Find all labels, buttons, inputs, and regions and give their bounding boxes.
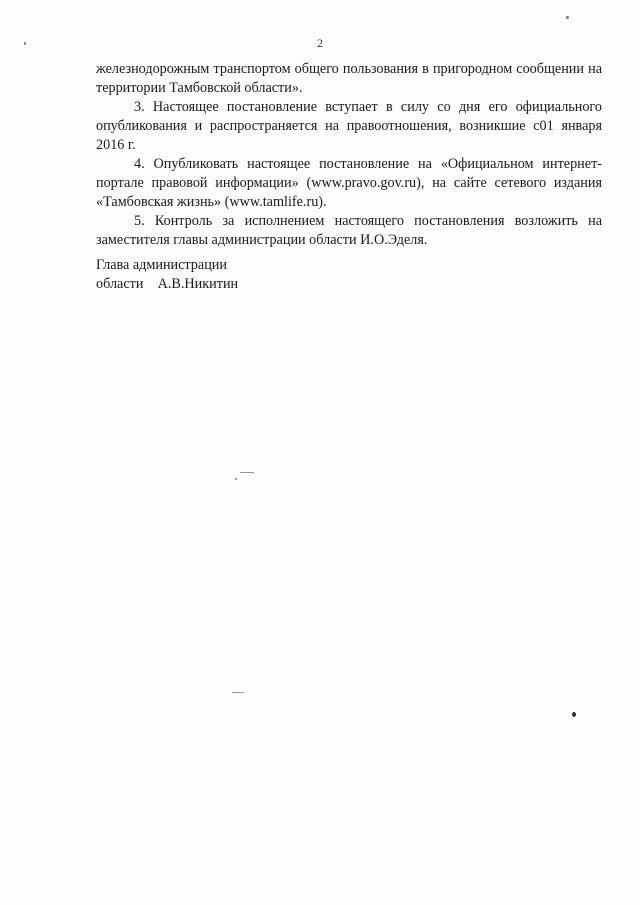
scan-speck [566,16,569,19]
signature-block [96,256,238,294]
signature-title: Глава администрации [96,257,227,273]
scan-mark [240,472,254,473]
paragraph-item-5: 5. Контроль за исполнением настоящего постановления возложить на заместителя главы администрации области И.О.Эделя. [96,213,602,248]
scan-speck [24,42,26,45]
paragraph-continuation: железнодорожным транспортом общего пользования в пригородном сообщении на территории Тамбовской области». [96,61,602,96]
page-number: 2 [317,36,323,50]
signature-name: области А.В.Никитин [96,276,239,292]
scan-speck [235,478,237,480]
paragraph-item-4: 4. Опубликовать настоящее постановление на «Официальном интернет-портале правовой информации» (www.pravo.gov.ru), на сайте сетевого издания «Тамбовская жизнь» (www.tamlife.ru). [96,156,602,210]
document-body [96,60,602,250]
scan-mark [232,692,244,693]
paragraph-item-3: 3. Настоящее постановление вступает в силу со дня его официального опубликования и распространяется на правоотношения, возникшие с01 января 2016 г. [96,99,602,153]
scan-speck [572,712,576,717]
